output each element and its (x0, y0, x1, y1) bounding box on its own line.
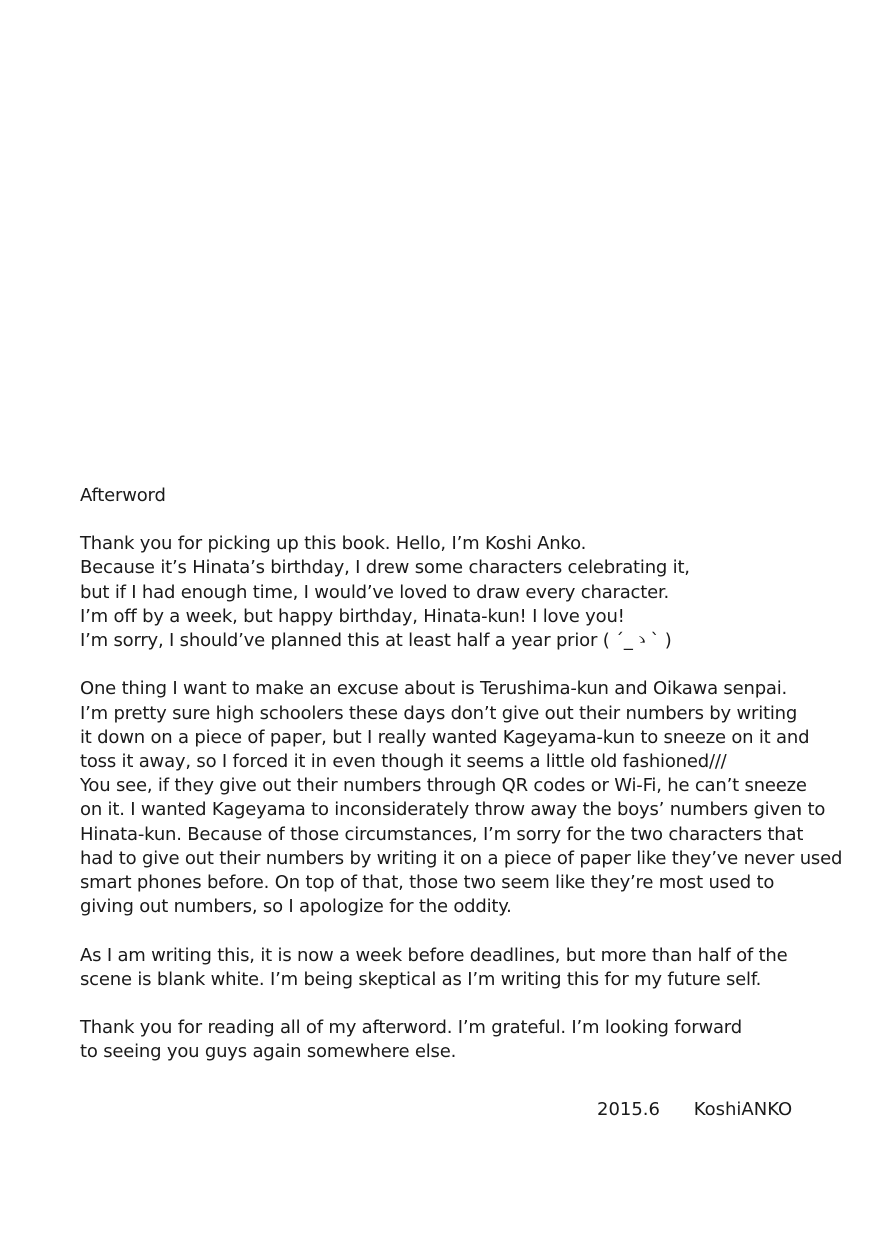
text-line: to seeing you guys again somewhere else. (80, 1041, 457, 1063)
afterword-heading: Afterword (80, 485, 166, 506)
text-line: I’m sorry, I should’ve planned this at least half a year prior ( ´_ゝ` ) (80, 630, 672, 652)
paragraph-deadline (80, 944, 850, 992)
text-line: had to give out their numbers by writing it on a piece of paper like they’ve never used (80, 847, 843, 869)
paragraph-excuse (80, 677, 850, 919)
text-line: smart phones before. On top of that, those two seem like they’re most used to (80, 872, 775, 894)
text-line: Hinata-kun. Because of those circumstances, I’m sorry for the two characters that (80, 823, 804, 845)
text-line: toss it away, so I forced it in even though it seems a little old fashioned/// (80, 751, 727, 773)
signature-author: KoshiANKO (693, 1099, 793, 1120)
paragraph-thanks (80, 532, 850, 653)
text-line: You see, if they give out their numbers through QR codes or Wi-Fi, he can’t sneeze (80, 775, 807, 797)
signature-date: 2015.6 (597, 1099, 660, 1120)
text-line: I’m pretty sure high schoolers these days don’t give out their numbers by writing (80, 702, 798, 724)
text-line: Thank you for reading all of my afterword. I’m grateful. I’m looking forward (80, 1017, 742, 1039)
text-line: Because it’s Hinata’s birthday, I drew some characters celebrating it, (80, 557, 690, 579)
text-line: giving out numbers, so I apologize for the oddity. (80, 896, 512, 918)
paragraph-closing (80, 1016, 850, 1064)
text-line: but if I had enough time, I would’ve loved to draw every character. (80, 581, 670, 603)
text-line: As I am writing this, it is now a week before deadlines, but more than half of the (80, 944, 788, 966)
text-line: on it. I wanted Kageyama to inconsiderately throw away the boys’ numbers given to (80, 799, 826, 821)
afterword-body (80, 484, 850, 1089)
text-line: I’m off by a week, but happy birthday, Hinata-kun! I love you! (80, 605, 625, 627)
text-line: it down on a piece of paper, but I really wanted Kageyama-kun to sneeze on it and (80, 726, 810, 748)
text-line: One thing I want to make an excuse about is Terushima-kun and Oikawa senpai. (80, 678, 788, 700)
text-line: scene is blank white. I’m being skeptical as I’m writing this for my future self. (80, 968, 762, 990)
text-line: Thank you for picking up this book. Hello, I’m Koshi Anko. (80, 533, 587, 555)
signature (597, 1098, 792, 1122)
